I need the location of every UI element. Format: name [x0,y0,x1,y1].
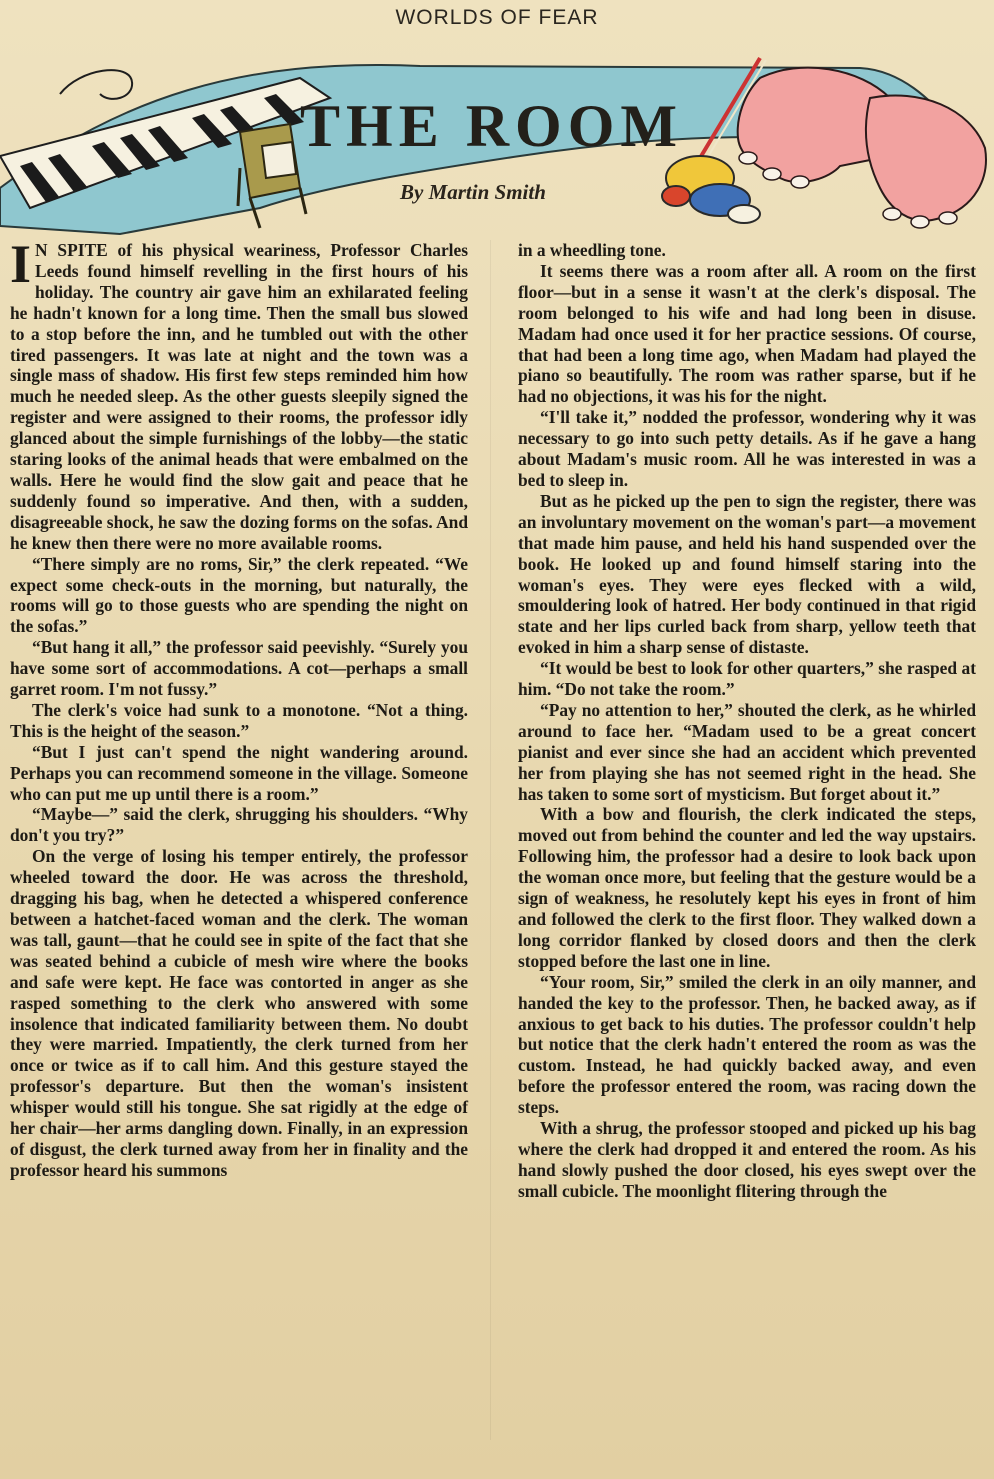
left-column [10,234,468,1181]
drop-cap: I [10,234,32,294]
paragraph: “But I just can't spend the night wandering around. Perhaps you can recommend someone in the village. Someone who can put me up until there is a room.” [10,741,468,804]
hands-icon [738,68,986,228]
paragraph: “Pay no attention to her,” shouted the clerk, as he whirled around to face her. “Madam used to be a great concert pianist and ever since she had an accident which prevented her from playing she has not seemed right in the head. She has taken to some sort of mysticism. But forget about it.” [518,699,976,804]
paragraph: It seems there was a room after all. A room on the first floor—but in a sense it wasn't at the clerk's disposal. The room belonged to his wife and had long been in disuse. Madam had once used it for her practice sessions. Of course, that had been a long time ago, when Madam had played the piano so beautifully. The room was rather sparse, but if he had no objections, it was his for the night. [518,260,976,407]
paragraph: “There simply are no roms, Sir,” the clerk repeated. “We expect some check-outs in the morning, but naturally, the rooms will go to those guests who are spending the night on the sofas.” [10,553,468,637]
running-title: WORLDS OF FEAR [395,6,599,29]
paragraph: But as he picked up the pen to sign the register, there was an involuntary movement on the woman's part—a movement that made him pause, and held his hand suspended over the book. He looked up and found himself staring into the woman's eyes. They were eyes flecked with a wild, smouldering look of hatred. Her body continued in that rigid state and her lips curled back from sharp, yellow teeth that evoked in him a sharp sense of distaste. [518,490,976,658]
story-byline: By Martin Smith [400,180,546,204]
paragraph: With a bow and flourish, the clerk indicated the steps, moved out from behind the counter and led the way upstairs. Following him, the professor had a desire to look back upon the woman once more, but feeling that the gesture would be a sign of weakness, he resolutely kept his eyes in front of him and followed the clerk to the first floor. They walked down a long corridor flanked by closed doors and then the clerk stopped before the last one in line. [518,804,976,971]
paragraph: On the verge of losing his temper entirely, the professor wheeled toward the door. He was across the threshold, dragging his bag, when he detected a whispered conference between a hatchet-faced woman and the clerk. The woman was tall, gaunt—that he could see in spite of the fact that she was seated behind a cubicle of mesh wire where the books and safe were kept. He face was contorted in anger as she rasped something to the clerk who answered with some insolence that indicated familiarity between them. No doubt they were married. Impatiently, the clerk turned from her once or twice as if to call him. And this gesture stayed the professor's departure. But then the woman's insistent whisper would still his tongue. She sat rigidly at the edge of her chair—her arms dangling down. Finally, in an expression of disgust, the clerk turned away from her in finality and the professor heard his summons [10,846,468,1180]
paragraph: “It would be best to look for other quarters,” she rasped at him. “Do not take the room.” [518,658,976,700]
story-title: THE ROOM [300,93,684,159]
column-gutter [490,240,491,1440]
right-column [518,240,976,1202]
paragraph-continuation: in a wheedling tone. [518,240,666,260]
paragraph: With a shrug, the professor stooped and picked up his bag where the clerk had dropped it and entered the room. As his hand slowly pushed the door closed, his eyes swept over the small cubicle. The moonlight flitering through the [518,1118,976,1201]
paragraph: “But hang it all,” the professor said peevishly. “Surely you have some sort of accommodations. A cot—perhaps a small garret room. I'm not fussy.” [10,637,468,700]
paragraph: The clerk's voice had sunk to a monotone. “Not a thing. This is the height of the season.” [10,699,468,741]
paragraph: “Your room, Sir,” smiled the clerk in an oily manner, and handed the key to the professor. Then, he backed away, as if anxious to get back to his duties. The professor couldn't help but notice that the clerk hadn't entered the room as was the custom. Instead, he had quickly backed away, and even before the professor entered the room, was racing down the steps. [518,971,976,1118]
paragraph: “Maybe—” said the clerk, shrugging his shoulders. “Why don't you try?” [10,804,468,846]
paragraph: I N SPITE of his physical weariness, Professor Charles Leeds found himself revelling in the first hours of his holiday. The country air gave him an exhilarated feeling he hadn't known for a long time. Then the small bus slowed to a stop before the inn, and he tumbled out with the other tired passengers. It was late at night and the town was a single mass of shadow. His first few steps reminded him how much he needed sleep. As the other guests sleepily signed the register and were assigned to their rooms, the professor idly glanced about the simple furnishings of the lobby—the static staring looks of the animal heads that were embalmed on the walls. Here he would find the slow gait and peace that he suddenly found so imperative. And then, with a sudden, disagreeable shock, he saw the dozing forms on the sofas. And he knew then there were no more available rooms. [10,234,468,553]
paragraph: “I'll take it,” nodded the professor, wondering why it was necessary to go into such petty details. As if he gave a hang about Madam's music room. All he was interested in was a bed to sleep in. [518,407,976,490]
